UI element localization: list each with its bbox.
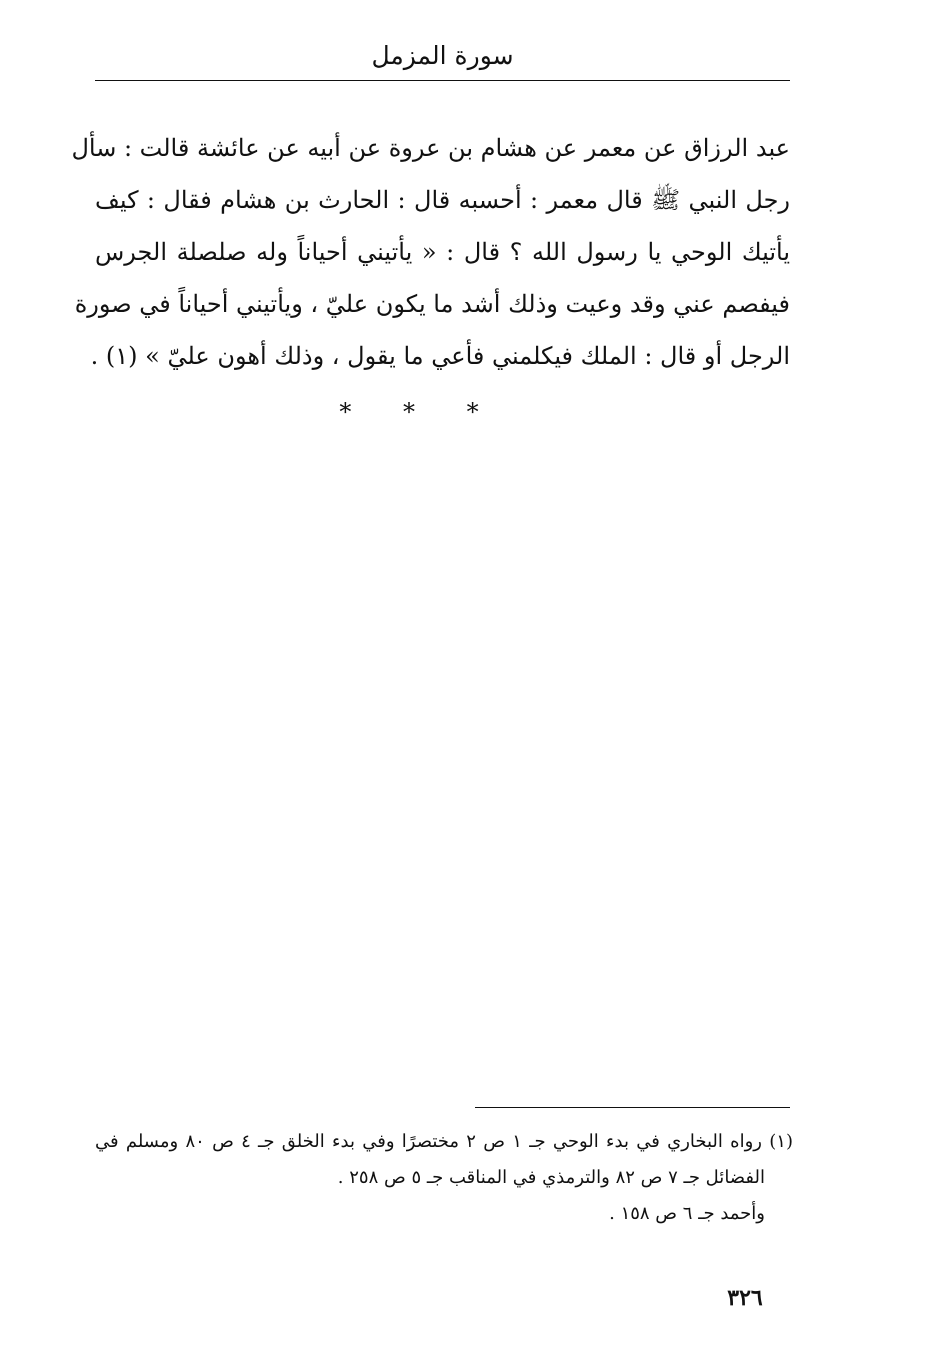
section-separator: * * * [339, 398, 501, 426]
body-line: الرجل أو قال : الملك فيكلمني فأعي ما يقول ، وذلك أهون عليّ » (١) . [90, 342, 790, 370]
footnote-rule [475, 1107, 790, 1108]
footnote-line: وأحمد جـ ٦ ص ١٥٨ . [609, 1203, 765, 1224]
footnote-line: الفضائل جـ ٧ ص ٨٢ والترمذي في المناقب جـ ٥ ص ٢٥٨ . [337, 1167, 765, 1188]
header-rule [95, 80, 790, 81]
body-line: يأتيك الوحي يا رسول الله ؟ قال : « يأتيني أحياناً وله صلصلة الجرس [95, 238, 790, 266]
running-header: سورة المزمل [371, 41, 514, 70]
body-line: رجل النبي ﷺ قال معمر : أحسبه قال : الحارث بن هشام فقال : كيف [95, 186, 790, 214]
body-text [71, 122, 790, 382]
footnote-line: (١) رواه البخاري في بدء الوحي جـ ١ ص ٢ مختصرًا وفي بدء الخلق جـ ٤ ص ٨٠ ومسلم في [95, 1131, 793, 1152]
body-line: عبد الرزاق عن معمر عن هشام بن عروة عن أبيه عن عائشة قالت : سأل [71, 134, 790, 162]
page-number: ٣٢٦ [727, 1285, 763, 1311]
footnotes [95, 1124, 793, 1232]
body-line: فيفصم عني وقد وعيت وذلك أشد ما يكون عليّ ، ويأتيني أحياناً في صورة [74, 290, 790, 318]
